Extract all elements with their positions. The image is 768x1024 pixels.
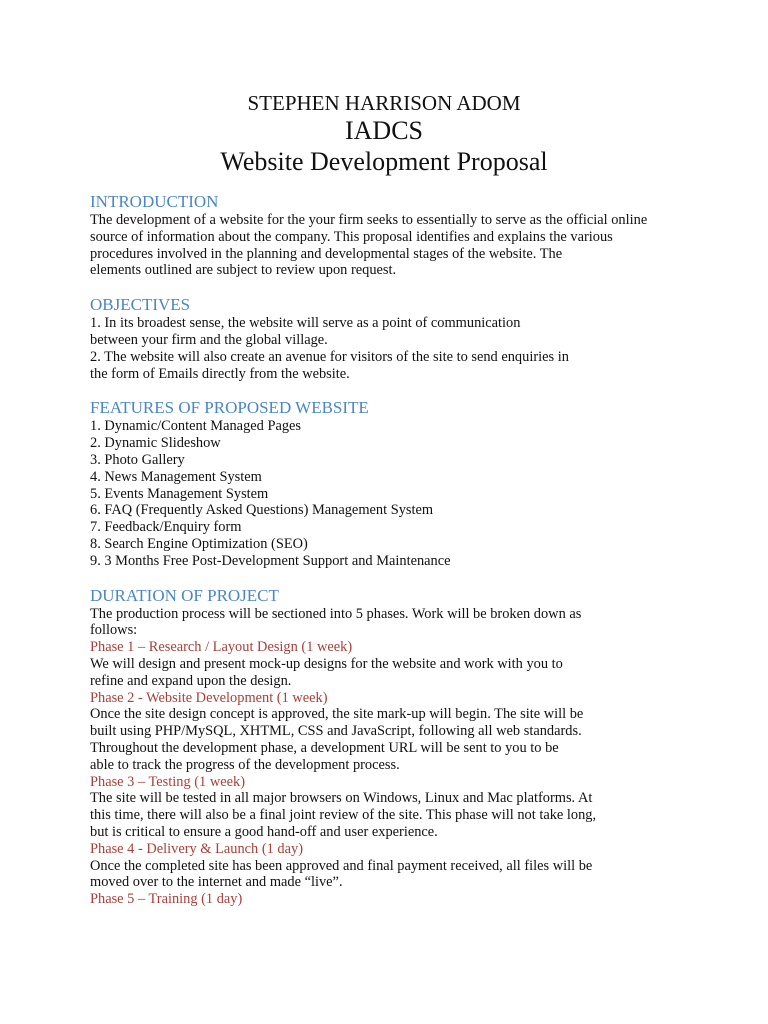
objectives-section	[90, 295, 690, 382]
feature-item: 7. Feedback/Enquiry form	[90, 519, 242, 536]
feature-item: 8. Search Engine Optimization (SEO)	[90, 535, 308, 552]
objectives-line: 1. In its broadest sense, the website will serve as a point of communication	[90, 315, 521, 332]
objectives-line: between your firm and the global village.	[90, 331, 328, 348]
duration-section	[90, 586, 690, 908]
document-header	[0, 90, 768, 178]
duration-intro-line: The production process will be sectioned into 5 phases. Work will be broken down as	[90, 605, 582, 622]
feature-item: 5. Events Management System	[90, 485, 269, 502]
phase-2-heading: Phase 2 - Website Development (1 week)	[90, 689, 328, 706]
author-name: STEPHEN HARRISON ADOM	[247, 91, 521, 115]
organization-name: IADCS	[344, 116, 423, 145]
objectives-line: 2. The website will also create an avenue for visitors of the site to send enquiries in	[90, 348, 569, 365]
introduction-line: elements outlined are subject to review upon request.	[90, 262, 397, 279]
phase-2-line: built using PHP/MySQL, XHTML, CSS and JavaScript, following all web standards.	[90, 723, 582, 740]
document-body	[90, 192, 690, 908]
introduction-line: procedures involved in the planning and developmental stages of the website. The	[90, 245, 563, 262]
objectives-line: the form of Emails directly from the website.	[90, 365, 350, 382]
feature-item: 9. 3 Months Free Post-Development Support and Maintenance	[90, 552, 451, 569]
phase-4-line: Once the completed site has been approved and final payment received, all files will be	[90, 857, 593, 874]
phase-4-heading: Phase 4 - Delivery & Launch (1 day)	[90, 840, 303, 857]
phase-5-heading: Phase 5 – Training (1 day)	[90, 891, 243, 908]
introduction-line: source of information about the company. This proposal identifies and explains the various	[90, 228, 613, 245]
features-section	[90, 398, 690, 569]
features-heading: FEATURES OF PROPOSED WEBSITE	[90, 398, 369, 418]
feature-item: 6. FAQ (Frequently Asked Questions) Management System	[90, 502, 434, 519]
introduction-line: The development of a website for the your firm seeks to essentially to serve as the official online	[90, 212, 648, 228]
introduction-heading: INTRODUCTION	[90, 192, 219, 211]
duration-intro-line: follows:	[90, 622, 138, 639]
phase-2-line: Throughout the development phase, a development URL will be sent to you to be	[90, 739, 559, 756]
phase-3-heading: Phase 3 – Testing (1 week)	[90, 773, 245, 790]
introduction-section	[90, 192, 690, 279]
phase-3-line: but is critical to ensure a good hand-off and user experience.	[90, 823, 438, 840]
objectives-heading: OBJECTIVES	[90, 295, 191, 315]
feature-item: 2. Dynamic Slideshow	[90, 435, 221, 452]
phase-2-line: able to track the progress of the development process.	[90, 756, 400, 773]
document-title: Website Development Proposal	[220, 147, 548, 176]
phase-1-heading: Phase 1 – Research / Layout Design (1 week)	[90, 639, 353, 656]
feature-item: 1. Dynamic/Content Managed Pages	[90, 418, 302, 435]
feature-item: 4. News Management System	[90, 468, 262, 485]
phase-2-line: Once the site design concept is approved, the site mark-up will begin. The site will be	[90, 706, 584, 723]
feature-item: 3. Photo Gallery	[90, 451, 185, 468]
duration-heading: DURATION OF PROJECT	[90, 585, 279, 605]
phase-3-line: The site will be tested in all major browsers on Windows, Linux and Mac platforms. At	[90, 790, 593, 807]
phase-4-line: moved over to the internet and made “live”.	[90, 874, 343, 891]
phase-3-line: this time, there will also be a final joint review of the site. This phase will not take long,	[90, 807, 597, 824]
phase-1-line: refine and expand upon the design.	[90, 672, 292, 689]
phase-1-line: We will design and present mock-up designs for the website and work with you to	[90, 655, 563, 672]
